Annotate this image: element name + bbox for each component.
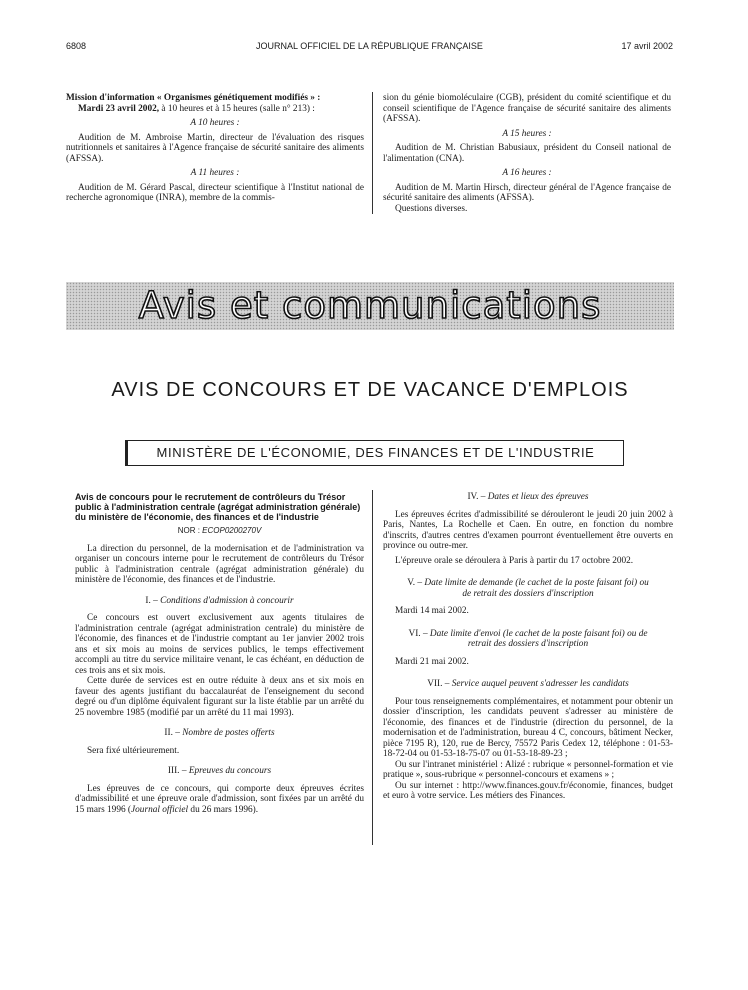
column-divider-bottom	[372, 490, 373, 845]
top-right-column	[383, 93, 671, 214]
section-1-paragraph-1: Ce concours est ouvert exclusivement aux agents titulaires de l'administration centrale (agrégat administration centrale) du ministère de l'économie, des finances et de l'industrie comptant au 1er janvier 2002 trois ans et six mois au moins de services publics, le temps effectivement accompli au titre du service militaire venant, le cas échéant, en déduction de ces trois ans et six mois.	[75, 613, 364, 676]
top-left-column	[66, 93, 364, 204]
section-7-paragraph-3: Ou sur internet : http://www.finances.gouv.fr/économie, finances, budget et euro à votre service. Les métiers des Finances.	[383, 780, 673, 801]
page-header	[66, 41, 673, 57]
section-4-paragraph-1: Les épreuves écrites d'admissibilité se dérouleront le jeudi 20 juin 2002 à Paris, Nantes, La Rochelle et Caen. En outre, en fonction du nombre d'inscrits, d'autres centres d'examen pourront éventuellement être ouverts en province ou outre-mer.	[383, 509, 673, 551]
page-number: 6808	[66, 41, 87, 51]
section-3-paragraph: Les épreuves de ce concours, qui comporte deux épreuves écrites d'admissibilité et une épreuve orale d'admission, sont fixées par un arrêté du 15 mars 1996 (Journal officiel du 26 mars 1996).	[75, 783, 364, 815]
section-4-paragraph-2: L'épreuve orale se déroulera à Paris à partir du 17 octobre 2002.	[395, 555, 634, 566]
questions-diverses: Questions diverses.	[395, 203, 468, 214]
bottom-left-column	[75, 492, 364, 815]
section-6-title: VI. – Date limite d'envoi (le cachet de la poste faisant foi) ou de retrait des dossiers d'inscription	[408, 628, 648, 649]
section-7-paragraph-1: Pour tous renseignements complémentaires, et notamment pour obtenir un dossier d'inscription, les candidats peuvent s'adresser au ministère de l'économie, des finances et de l'industrie (direction du personnel, de la modernisation et de l'administration, bureau 4 C, concours, bâtiment Necker, pièce 7195 R), 120, rue de Bercy, 75572 Paris Cedex 12, téléphone : 01-53-18-72-04 ou 01-53-18-75-07 ou 01-53-18-89-23 ;	[383, 696, 673, 759]
time-16h: A 16 heures :	[502, 168, 552, 178]
nor-value: ECOP0200270V	[202, 526, 262, 535]
section-7-title: VII. – Service auquel peuvent s'adresser les candidats	[427, 679, 629, 689]
time-11h: A 11 heures :	[190, 168, 240, 178]
section-1-paragraph-2: Cette durée de services est en outre réduite à deux ans et six mois en faveur des agents justifiant du baccalauréat de l'enseignement du second degré ou d'un diplôme équivalent figurant sur la liste établie par un arrêté du 25 novembre 1985 (modifié par un arrêté du 11 mai 1993).	[75, 676, 364, 718]
audition-babusiaux: Audition de M. Christian Babusiaux, président du Conseil national de l'alimentation (CNA).	[383, 143, 671, 164]
issue-date: 17 avril 2002	[621, 41, 673, 51]
section-3-title: III. – Epreuves du concours	[167, 766, 272, 776]
time-10h: A 10 heures :	[190, 118, 240, 128]
section-1-title: I. – Conditions d'admission à concourir	[145, 595, 294, 606]
audition-pascal: Audition de M. Gérard Pascal, directeur scientifique à l'Institut national de recherche agronomique (INRA), membre de la commis-	[66, 182, 364, 203]
section-2-paragraph: Sera fixé ultérieurement.	[87, 745, 180, 756]
nor-line	[75, 526, 364, 537]
session-date: Mardi 23 avril 2002,	[78, 103, 160, 114]
audition-martin: Audition de M. Ambroise Martin, directeur de l'évaluation des risques nutritionnels et sanitaires à l'Agence française de sécurité sanitaire des aliments (AFSSA).	[66, 132, 364, 164]
section-4-title: IV. – Dates et lieux des épreuves	[467, 492, 589, 502]
audition-pascal-cont: sion du génie biomoléculaire (CGB), président du comité scientifique et du conseil scientifique de l'Agence française de sécurité sanitaire des aliments (AFSSA).	[383, 93, 671, 124]
session-rest: à 10 heures et à 15 heures (salle n° 213) :	[159, 103, 315, 114]
mission-title: Mission d'information « Organismes génétiquement modifiés » :	[66, 93, 321, 103]
ministry-title: MINISTÈRE DE L'ÉCONOMIE, DES FINANCES ET DE L'INDUSTRIE	[156, 445, 595, 460]
nor-label: NOR :	[177, 526, 203, 535]
section-banner	[66, 282, 674, 330]
session-line	[66, 104, 364, 115]
section-6-paragraph: Mardi 21 mai 2002.	[395, 656, 469, 667]
section-7-paragraph-2: Ou sur l'intranet ministériel : Alizé : rubrique « personnel-formation et vie pratique », sous-rubrique « personnel-concours et examens » ;	[383, 759, 673, 780]
audition-hirsch: Audition de M. Martin Hirsch, directeur général de l'Agence française de sécurité sanitaire des aliments (AFSSA).	[383, 182, 671, 203]
section-5-title: V. – Date limite de demande (le cachet de la poste faisant foi) ou de retrait des dossiers d'inscription	[407, 578, 649, 599]
main-heading: AVIS DE CONCOURS ET DE VACANCE D'EMPLOIS	[111, 379, 629, 401]
section-2-title: II. – Nombre de postes offerts	[164, 728, 275, 738]
column-divider-top	[372, 92, 373, 214]
ministry-box	[125, 440, 624, 466]
avis-title: Avis de concours pour le recrutement de contrôleurs du Trésor public à l'administration centrale (agrégat administration générale) du ministère de l'économie, des finances et de l'industrie	[75, 492, 361, 522]
bottom-right-column	[383, 492, 673, 802]
intro-paragraph: La direction du personnel, de la modernisation et de l'administration va organiser un concours interne pour le recrutement de contrôleurs du Trésor public à l'administration centrale (agrégat administration générale) du ministère de l'économie, des finances et de l'industrie.	[75, 543, 364, 585]
journal-title: JOURNAL OFFICIEL DE LA RÉPUBLIQUE FRANÇAISE	[256, 41, 483, 51]
section-5-paragraph: Mardi 14 mai 2002.	[395, 606, 469, 616]
banner-title: Avis et communications	[138, 284, 602, 327]
time-15h: A 15 heures :	[502, 128, 552, 139]
